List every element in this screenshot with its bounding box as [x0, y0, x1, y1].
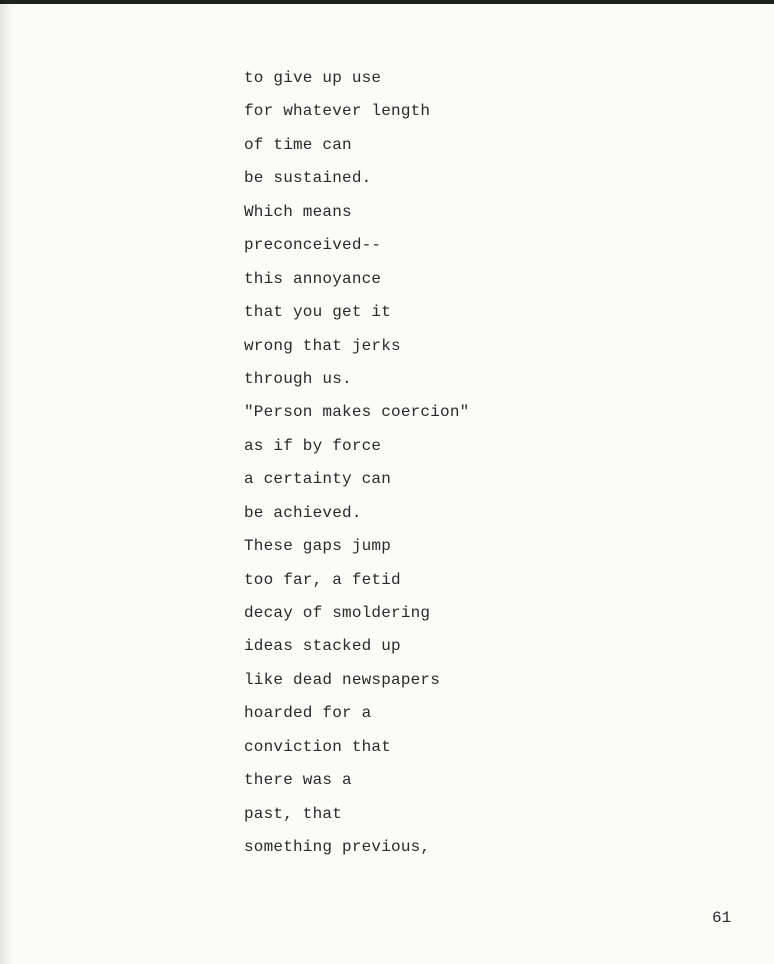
poem-line: hoarded for a	[244, 704, 372, 723]
poem-text	[244, 64, 469, 867]
poem-line: conviction that	[244, 737, 392, 756]
poem-line: past, that	[244, 804, 343, 823]
poem-line: that you get it	[244, 303, 392, 322]
poem-line: something previous,	[244, 838, 431, 857]
poem-line: be achieved.	[244, 503, 362, 522]
poem-line: "Person makes coercion"	[244, 403, 470, 422]
poem-line: too far, a fetid	[244, 570, 401, 589]
page-number: 61	[712, 909, 732, 927]
poem-line: like dead newspapers	[244, 670, 441, 689]
poem-line: this annoyance	[244, 269, 382, 288]
poem-line: as if by force	[244, 436, 382, 455]
poem-line: decay of smoldering	[244, 604, 431, 622]
book-page	[14, 4, 774, 964]
poem-line: preconceived--	[244, 236, 382, 255]
poem-line: wrong that jerks	[244, 336, 401, 355]
poem-line: be sustained.	[244, 169, 372, 188]
poem-line: through us.	[244, 369, 352, 388]
poem-line: for whatever length	[244, 102, 431, 121]
poem-line: to give up use	[244, 69, 382, 87]
poem-line: These gaps jump	[244, 537, 392, 556]
poem-line: there was a	[244, 771, 352, 790]
poem-line: Which means	[244, 202, 352, 221]
scan-binding-edge	[0, 4, 14, 964]
poem-line: of time can	[244, 135, 352, 154]
poem-line: ideas stacked up	[244, 637, 401, 656]
poem-line: a certainty can	[244, 470, 392, 489]
